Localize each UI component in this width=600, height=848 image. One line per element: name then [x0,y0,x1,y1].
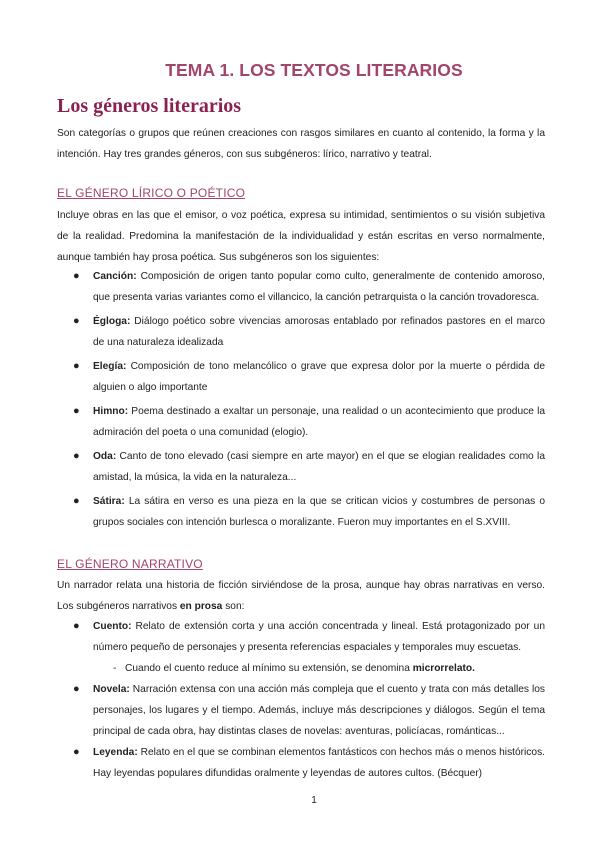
item-term: Oda: [93,451,117,462]
bullet-icon: ● [73,270,80,282]
list-item [57,446,545,488]
item-term: Sátira: [93,496,125,507]
item-desc: Diálogo poético sobre vivencias amorosas entablado por refinados pastores en el marco de una naturaleza idealizada [93,316,545,348]
bullet-icon: ● [73,746,80,758]
item-desc: La sátira en verso es una pieza en la que se critican vicios y costumbres de personas o grupos sociales con intención burlesca o moralizante. Fueron muy importantes en el S.XVIII. [93,496,545,528]
lirico-paragraph: Incluye obras en las que el emisor, o voz poética, expresa su intimidad, sentimientos o su visión subjetiva de la realidad. Predomina la manifestación de la individualidad y están escritas en verso normalmente, aunque también hay prosa poética. Sus subgéneros son los siguientes: [57,210,545,263]
bullet-icon: ● [73,495,80,507]
list-item [57,401,545,443]
bullet-icon: ● [73,360,80,372]
narrativo-paragraph [57,575,545,617]
narrativo-list [57,616,545,784]
item-desc: Canto de tono elevado (casi siempre en arte mayor) en el que se elogian realidades como la amistad, la música, la vida en la naturaleza... [93,451,545,483]
narrativo-heading: EL GÉNERO NARRATIVO [57,557,203,571]
page-title: TEMA 1. LOS TEXTOS LITERARIOS [165,60,463,80]
section-heading: Los géneros literarios [57,95,242,117]
sub-text: Cuando el cuento reduce al mínimo su extensión, se denomina [125,663,413,674]
dash-icon: - [113,663,117,674]
item-desc: Composición de origen tanto popular como culto, generalmente de contenido amoroso, que presenta varias variantes como el villancico, la canción petrarquista o la canción trovadoresca. [93,271,545,303]
item-desc: Narración extensa con una acción más compleja que el cuento y trata con más detalles los personajes, los lugares y el tiempo. Además, incluye más descripciones y diálogos. Según el tema principal de cada obra, hay distintas clases de novelas: aventuras, policíacas, románticas... [93,684,545,737]
intro-paragraph: Son categorías o grupos que reúnen creaciones con rasgos similares en cuanto al contenido, la forma y la intención. Hay tres grandes géneros, con sus subgéneros: lírico, narrativo y teatral. [57,128,545,160]
narrativo-text-a: Un narrador relata una historia de ficción sirviéndose de la prosa, aunque hay obras narrativas en verso. Los subgéneros narrativos [57,580,545,612]
bullet-icon: ● [73,405,80,417]
narrativo-text-bold: en prosa [179,601,223,612]
page-number: 1 [311,795,317,806]
sub-list-item [57,658,545,679]
narrativo-text-b: son: [222,601,245,612]
list-item [57,311,545,353]
list-item [57,491,545,533]
bullet-icon: ● [73,315,80,327]
list-item [57,616,545,658]
bullet-icon: ● [73,620,80,632]
item-term: Égloga: [93,316,131,327]
item-term: Himno: [93,406,129,417]
item-desc: Composición de tono melancólico o grave que expresa dolor por la muerte o pérdida de alguien o algo importante [93,361,545,393]
item-term: Cuento: [93,621,132,632]
item-term: Novela: [93,684,130,695]
item-desc: Relato en el que se combinan elementos fantásticos con hechos más o menos históricos. Hay leyendas populares difundidas oralmente y leyendas de autores cultos. (Bécquer) [93,747,545,779]
bullet-icon: ● [73,683,80,695]
sub-bold: microrrelato. [412,663,475,674]
item-desc: Poema destinado a exaltar un personaje, una realidad o un acontecimiento que produce la admiración del poeta o una comunidad (elogio). [93,406,545,438]
lirico-heading: EL GÉNERO LÍRICO O POÉTICO [57,186,246,200]
bullet-icon: ● [73,450,80,462]
item-term: Leyenda: [93,747,138,758]
lirico-list [57,266,545,536]
item-term: Elegía: [93,361,127,372]
item-desc: Relato de extensión corta y una acción concentrada y lineal. Está protagonizado por un número pequeño de personajes y presenta referencias espaciales y temporales muy escuetas. [93,621,545,653]
list-item [57,356,545,398]
list-item [57,742,545,784]
list-item [57,266,545,308]
item-term: Canción: [93,271,137,282]
list-item [57,679,545,742]
